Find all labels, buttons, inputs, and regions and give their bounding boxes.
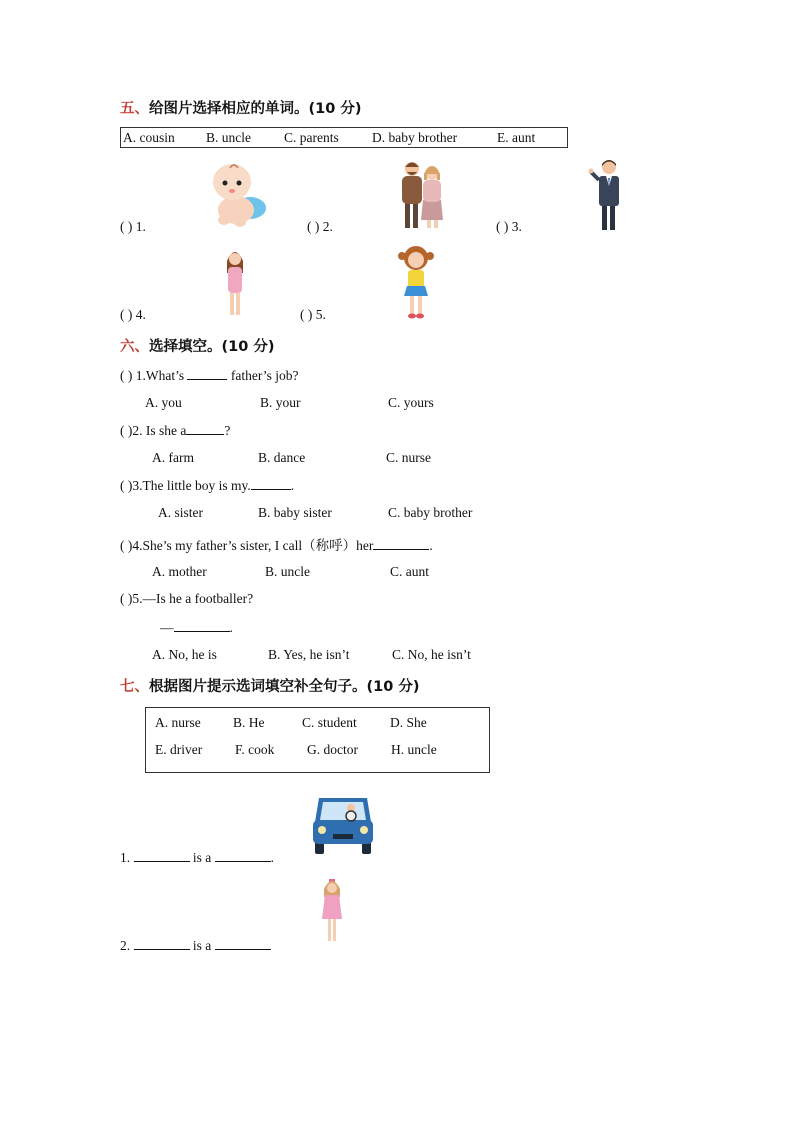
section5-item-4: ( ) 4. xyxy=(120,307,146,322)
section5-title xyxy=(120,97,361,118)
question-3: ( )3.The little boy is my. . xyxy=(120,478,295,493)
section7-option-d: D. She xyxy=(390,715,427,730)
question-4-option-c: C. aunt xyxy=(390,564,429,579)
answer-blank[interactable] xyxy=(251,477,291,490)
section7-option-e: E. driver xyxy=(155,742,203,757)
question-1: ( ) 1.What’s father’s job? xyxy=(120,368,299,383)
section5-item-2: ( ) 2. xyxy=(307,219,333,234)
question-4: ( )4.She’s my father’s sister, I call（称呼）her . xyxy=(120,538,433,553)
section7-title xyxy=(120,675,419,696)
question-2-option-c: C. nurse xyxy=(386,450,431,465)
section6-title-text: 选择填空。(10 分) xyxy=(149,339,275,355)
question-5: ( )5.—Is he a footballer? xyxy=(120,591,254,606)
question-5-option-c: C. No, he isn’t xyxy=(392,647,471,662)
section6-title xyxy=(120,335,274,356)
answer-blank[interactable] xyxy=(187,367,227,380)
section5-option-b: B. uncle xyxy=(206,130,251,145)
baby-image xyxy=(206,160,270,228)
sentence-1: 1. is a . xyxy=(120,850,274,865)
answer-blank[interactable] xyxy=(215,849,271,862)
section7-option-g: G. doctor xyxy=(307,742,358,757)
parents-image xyxy=(397,158,451,230)
section5-option-e: E. aunt xyxy=(497,130,536,145)
question-4-option-b: B. uncle xyxy=(265,564,310,579)
question-2: ( )2. Is she a ? xyxy=(120,423,231,438)
question-5-answer: — . xyxy=(160,620,233,635)
question-3-option-a: A. sister xyxy=(158,505,203,520)
driver-car-image xyxy=(311,794,375,856)
section7-title-text: 根据图片提示选词填空补全句子。(10 分) xyxy=(149,679,420,695)
sentence-2: 2. is a xyxy=(120,937,271,954)
cousin-image xyxy=(396,244,436,320)
section5-title-text: 给图片选择相应的单词。(10 分) xyxy=(149,101,362,117)
question-5-option-a: A. No, he is xyxy=(152,647,217,662)
question-5-option-b: B. Yes, he isn’t xyxy=(268,647,350,662)
section7-option-f: F. cook xyxy=(235,742,275,757)
question-4-option-a: A. mother xyxy=(152,564,207,579)
aunt-image xyxy=(222,249,248,317)
answer-blank[interactable] xyxy=(373,537,429,550)
section6-number: 六、 xyxy=(120,339,149,355)
question-2-option-b: B. dance xyxy=(258,450,306,465)
question-1-option-a: A. you xyxy=(145,395,182,410)
question-1-option-c: C. yours xyxy=(388,395,434,410)
nurse-image xyxy=(320,879,344,945)
section5-option-d: D. baby brother xyxy=(372,130,458,145)
answer-blank[interactable] xyxy=(134,937,190,950)
question-2-option-a: A. farm xyxy=(152,450,194,465)
section7-option-h: H. uncle xyxy=(391,742,437,757)
section7-option-a: A. nurse xyxy=(155,715,201,730)
section5-item-3: ( ) 3. xyxy=(496,219,522,234)
section5-item-1: ( ) 1. xyxy=(120,219,146,234)
answer-blank[interactable] xyxy=(134,849,190,862)
section5-option-a: A. cousin xyxy=(123,130,175,145)
answer-blank[interactable] xyxy=(186,422,224,435)
section7-number: 七、 xyxy=(120,679,149,695)
section7-option-b: B. He xyxy=(233,715,265,730)
question-1-option-b: B. your xyxy=(260,395,301,410)
section7-option-c: C. student xyxy=(302,715,357,730)
section5-option-c: C. parents xyxy=(284,130,339,145)
answer-blank[interactable] xyxy=(174,619,230,632)
section5-number: 五、 xyxy=(120,101,149,117)
answer-blank[interactable] xyxy=(215,937,271,950)
question-3-option-c: C. baby brother xyxy=(388,505,473,520)
section5-item-5: ( ) 5. xyxy=(300,307,326,322)
uncle-image xyxy=(589,158,629,232)
question-3-option-b: B. baby sister xyxy=(258,505,332,520)
